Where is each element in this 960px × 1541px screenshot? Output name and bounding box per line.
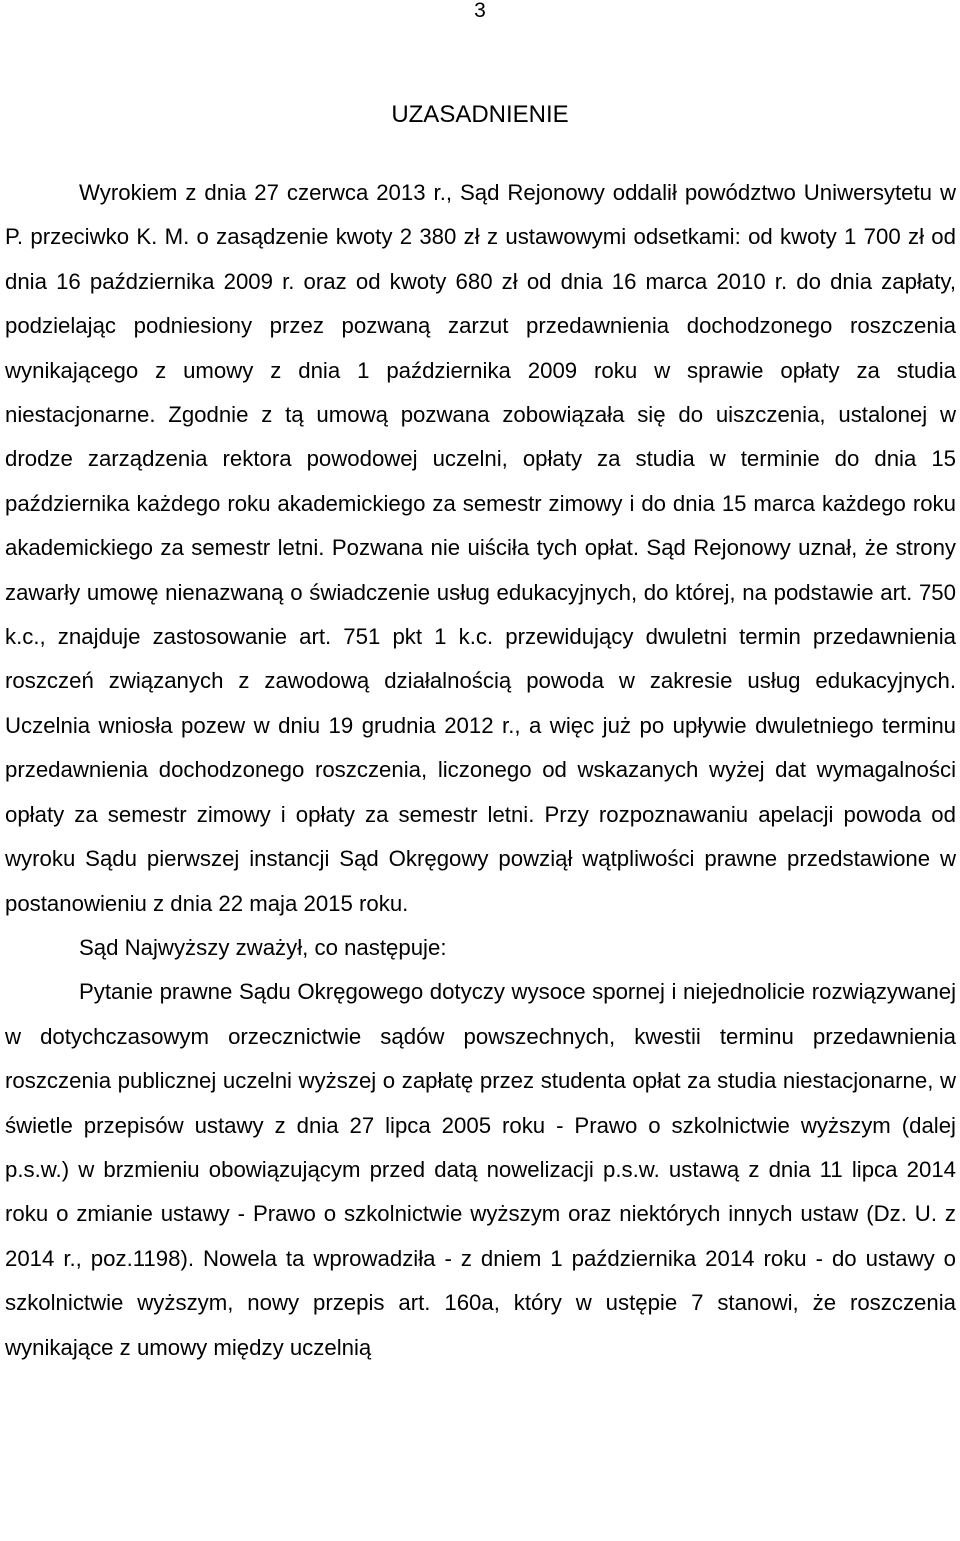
paragraph-legal-question: Pytanie prawne Sądu Okręgowego dotyczy wysoce spornej i niejednolicie rozwiązywanej w dotychczasowym orzecznictwie sądów powszechnych, kwestii terminu przedawnienia roszczenia publicznej uczelni wyższej o zapłatę przez studenta opłat za studia niestacjonarne, w świetle przepisów ustawy z dnia 27 lipca 2005 roku - Prawo o szkolnictwie wyższym (dalej p.s.w.) w brzmieniu obowiązującym przed datą nowelizacji p.s.w. ustawą z dnia 11 lipca 2014 roku o zmianie ustawy - Prawo o szkolnictwie wyższym oraz niektórych innych ustaw (Dz. U. z 2014 r., poz.1198). Nowela ta wprowadziła - z dniem 1 października 2014 roku - do ustawy o szkolnictwie wyższym, nowy przepis art. 160a, który w ustępie 7 stanowi, że roszczenia wynikające z umowy między uczelnią xyxy=(5,979,956,1360)
document-heading: UZASADNIENIE xyxy=(391,101,569,128)
document-body xyxy=(5,171,956,1370)
paragraph-background: Wyrokiem z dnia 27 czerwca 2013 r., Sąd Rejonowy oddalił powództwo Uniwersytetu w P. przeciwko K. M. o zasądzenie kwoty 2 380 zł z ustawowymi odsetkami: od kwoty 1 700 zł od dnia 16 października 2009 r. oraz od kwoty 680 zł od dnia 16 marca 2010 r. do dnia zapłaty, podzielając podniesiony przez pozwaną zarzut przedawnienia dochodzonego roszczenia wynikającego z umowy z dnia 1 października 2009 roku w sprawie opłaty za studia niestacjonarne. Zgodnie z tą umową pozwana zobowiązała się do uiszczenia, ustalonej w drodze zarządzenia rektora powodowej uczelni, opłaty za studia w terminie do dnia 15 października każdego roku akademickiego za semestr zimowy i do dnia 15 marca każdego roku akademickiego za semestr letni. Pozwana nie uiściła tych opłat. Sąd Rejonowy uznał, że strony zawarły umowę nienazwaną o świadczenie usług edukacyjnych, do której, na podstawie art. 750 k.c., znajduje zastosowanie art. 751 pkt 1 k.c. przewidujący dwuletni termin przedawnienia roszczeń związanych z zawodową działalnością powoda w zakresie usług edukacyjnych. Uczelnia wniosła pozew w dniu 19 grudnia 2012 r., a więc już po upływie dwuletniego terminu przedawnienia dochodzonego roszczenia, liczonego od wskazanych wyżej dat wymagalności opłaty za semestr zimowy i opłaty za semestr letni. Przy rozpoznawaniu apelacji powoda od wyroku Sądu pierwszej instancji Sąd Okręgowy powziął wątpliwości prawne przedstawione w postanowieniu z dnia 22 maja 2015 roku. xyxy=(5,180,956,916)
page-number: 3 xyxy=(474,0,486,22)
paragraph-court-considered: Sąd Najwyższy zważył, co następuje: xyxy=(79,934,447,960)
